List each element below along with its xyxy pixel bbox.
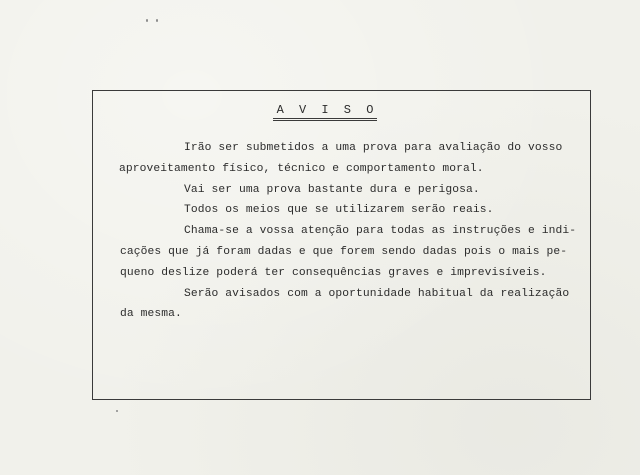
ink-speck [116, 410, 118, 412]
body-line: Todos os meios que se utilizarem serão reais. [184, 204, 494, 217]
notice-body [119, 138, 577, 325]
body-line: Serão avisados com a oportunidade habitual da realização [184, 287, 570, 300]
ink-speck [156, 19, 158, 22]
body-line: da mesma. [120, 308, 182, 321]
body-line: Chama-se a vossa atenção para todas as instruções e indi- [184, 225, 577, 238]
body-line: aproveitamento físico, técnico e comportamento moral. [119, 162, 484, 175]
ink-speck [146, 19, 148, 22]
body-line: Vai ser uma prova bastante dura e perigosa. [184, 183, 480, 196]
body-line: queno deslize poderá ter consequências graves e imprevisíveis. [120, 266, 547, 279]
notice-title: A V I S O [273, 103, 378, 121]
body-line: cações que já foram dadas e que forem sendo dadas pois o mais pe- [120, 245, 568, 258]
notice-header [0, 100, 640, 121]
body-line: Irão ser submetidos a uma prova para avaliação do vosso [184, 142, 563, 154]
